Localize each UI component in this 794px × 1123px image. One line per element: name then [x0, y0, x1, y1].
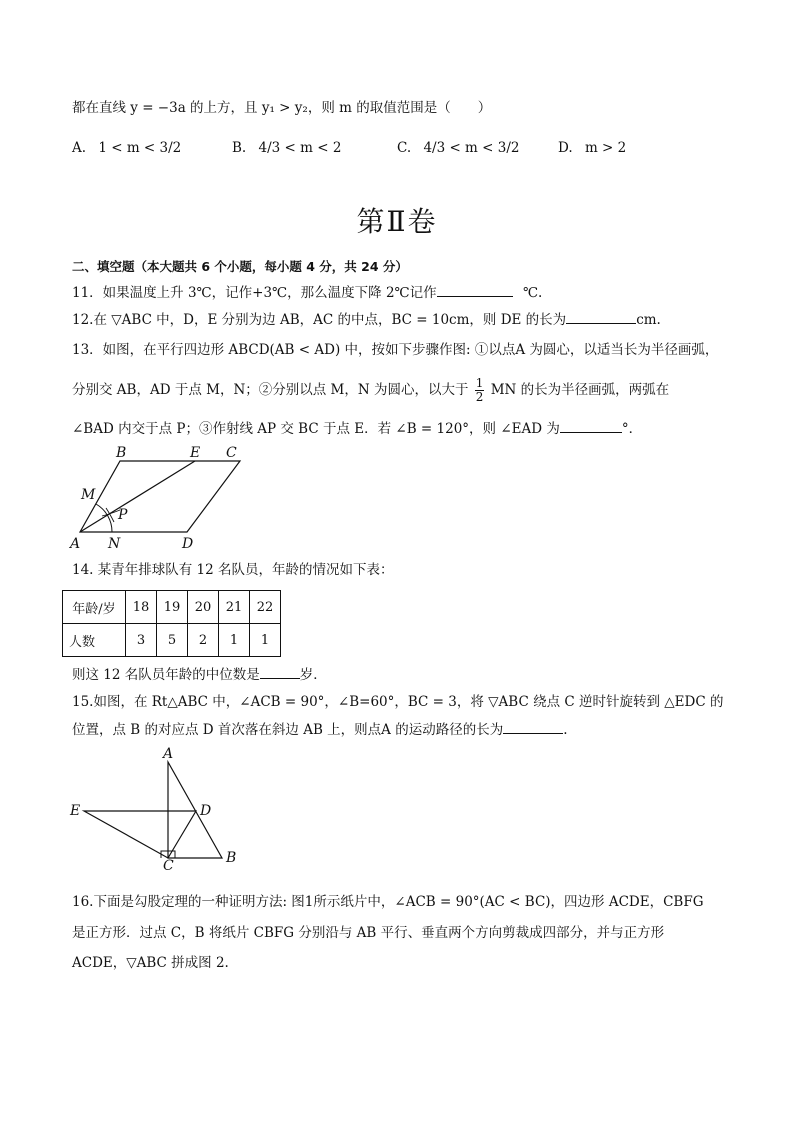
q14-after-text: 则这 12 名队员年龄的中位数是 [72, 667, 260, 683]
q11-text: 11．如果温度上升 3℃，记作+3℃，那么温度下降 2℃记作 [72, 285, 437, 301]
q14-after [72, 664, 734, 685]
table-cell: 22 [250, 591, 281, 624]
option-d [558, 138, 626, 158]
label-e: E [70, 803, 81, 819]
label-b: B [116, 445, 127, 461]
table-cell: 21 [219, 591, 250, 624]
option-b-label: B. [232, 140, 247, 156]
table-cell: 2 [188, 624, 219, 657]
half-fraction [475, 377, 485, 404]
rotation-figure [66, 744, 246, 870]
q12 [72, 309, 734, 330]
table-cell: 3 [126, 624, 157, 657]
q10-stem: 都在直线 y = −3a 的上方，且 y₁ > y₂，则 m 的取值范围是（ ） [72, 100, 492, 116]
table-cell: 5 [157, 624, 188, 657]
part-title: 第Ⅱ卷 [356, 205, 438, 238]
arc-mn [96, 504, 112, 532]
option-c [397, 138, 519, 158]
label-n: N [108, 536, 121, 552]
table-cell: 18 [126, 591, 157, 624]
table-row [63, 624, 281, 657]
q13-line2a: 分别交 AB，AD 于点 M，N；②分别以点 M，N 为圆心，以大于 [72, 382, 469, 398]
q15-line2-tail: . [563, 722, 568, 738]
q15-answer-blank[interactable] [503, 719, 563, 734]
q13-line1: 13．如图，在平行四边形 ABCD(AB < AD) 中，按如下步骤作图: ①以点A 为圆心，以适当长为半径画弧， [72, 342, 719, 358]
option-a [72, 138, 181, 158]
label-d: D [200, 803, 212, 819]
q11-tail: ℃. [522, 285, 543, 301]
q13-line3-tail: °． [621, 421, 643, 437]
table-row [63, 591, 281, 624]
q16-line1: 16.下面是勾股定理的一种证明方法: 图1所示纸片中，∠ACB = 90°(AC < BC)，四边形 ACDE，CBFG [72, 894, 704, 910]
label-b: B [226, 850, 237, 866]
label-c: C [226, 445, 237, 461]
fraction-numerator: 1 [475, 376, 484, 390]
age-table [62, 590, 281, 657]
option-a-label: A. [72, 140, 87, 156]
q14-text: 14. 某青年排球队有 12 名队员，年龄的情况如下表： [72, 562, 394, 578]
table-cell: 19 [157, 591, 188, 624]
table-cell: 20 [188, 591, 219, 624]
option-c-label: C. [397, 140, 412, 156]
q12-text: 12.在 ▽ABC 中，D，E 分别为边 AB，AC 的中点，BC = 10cm，则 DE 的长为 [72, 312, 567, 328]
label-a: A [70, 536, 81, 552]
ray-ae [80, 461, 195, 532]
q14-after-tail: 岁． [299, 667, 327, 683]
option-d-label: D. [558, 140, 573, 156]
parallelogram-abcd [80, 461, 240, 532]
table-cell: 1 [250, 624, 281, 657]
q11 [72, 282, 734, 303]
q15-line2-text: 位置，点 B 的对应点 D 首次落在斜边 AB 上，则点A 的运动路径的长为 [72, 722, 504, 738]
label-a: A [163, 746, 174, 762]
fraction-denominator: 2 [475, 390, 484, 404]
table-cell: 年龄/岁 [63, 591, 126, 624]
label-d: D [182, 536, 194, 552]
q13-line3-text: ∠BAD 内交于点 P；③作射线 AP 交 BC 于点 E．若 ∠B = 120°，则 ∠EAD 为 [72, 421, 560, 437]
q13-line2 [72, 377, 734, 404]
q16-line3: ACDE，▽ABC 拼成图 2. [72, 955, 229, 971]
q15-line1: 15.如图，在 Rt△ABC 中，∠ACB = 90°，∠B=60°，BC = 3，将 ▽ABC 绕点 C 逆时针旋转到 △EDC 的 [72, 694, 724, 710]
q12-answer-blank[interactable] [566, 309, 636, 324]
label-p: P [118, 507, 128, 523]
option-b [232, 138, 341, 158]
option-a-text: 1 < m < 3/2 [98, 140, 182, 156]
triangle-edc [84, 811, 196, 858]
table-cell: 人数 [63, 624, 126, 657]
label-c: C [163, 858, 174, 870]
option-d-text: m > 2 [584, 140, 627, 156]
parallelogram-figure [62, 444, 252, 552]
option-b-text: 4/3 < m < 2 [258, 140, 342, 156]
q14-answer-blank[interactable] [260, 664, 300, 679]
label-m: M [81, 487, 96, 503]
q16-line2: 是正方形．过点 C，B 将纸片 CBFG 分别沿与 AB 平行、垂直两个方向剪裁成四部分，并与正方形 [72, 925, 665, 941]
q12-tail: cm. [636, 312, 661, 328]
table-cell: 1 [219, 624, 250, 657]
label-e: E [190, 445, 201, 461]
q13-answer-blank[interactable] [560, 418, 622, 433]
q13-line2b: MN 的长为半径画弧，两弧在 [490, 382, 670, 398]
section-heading: 二、填空题（本大题共 6 个小题，每小题 4 分，共 24 分） [72, 259, 408, 274]
q11-answer-blank[interactable] [437, 282, 513, 297]
option-c-text: 4/3 < m < 3/2 [423, 140, 520, 156]
q15-line2 [72, 719, 734, 740]
q13-line3 [72, 418, 734, 439]
